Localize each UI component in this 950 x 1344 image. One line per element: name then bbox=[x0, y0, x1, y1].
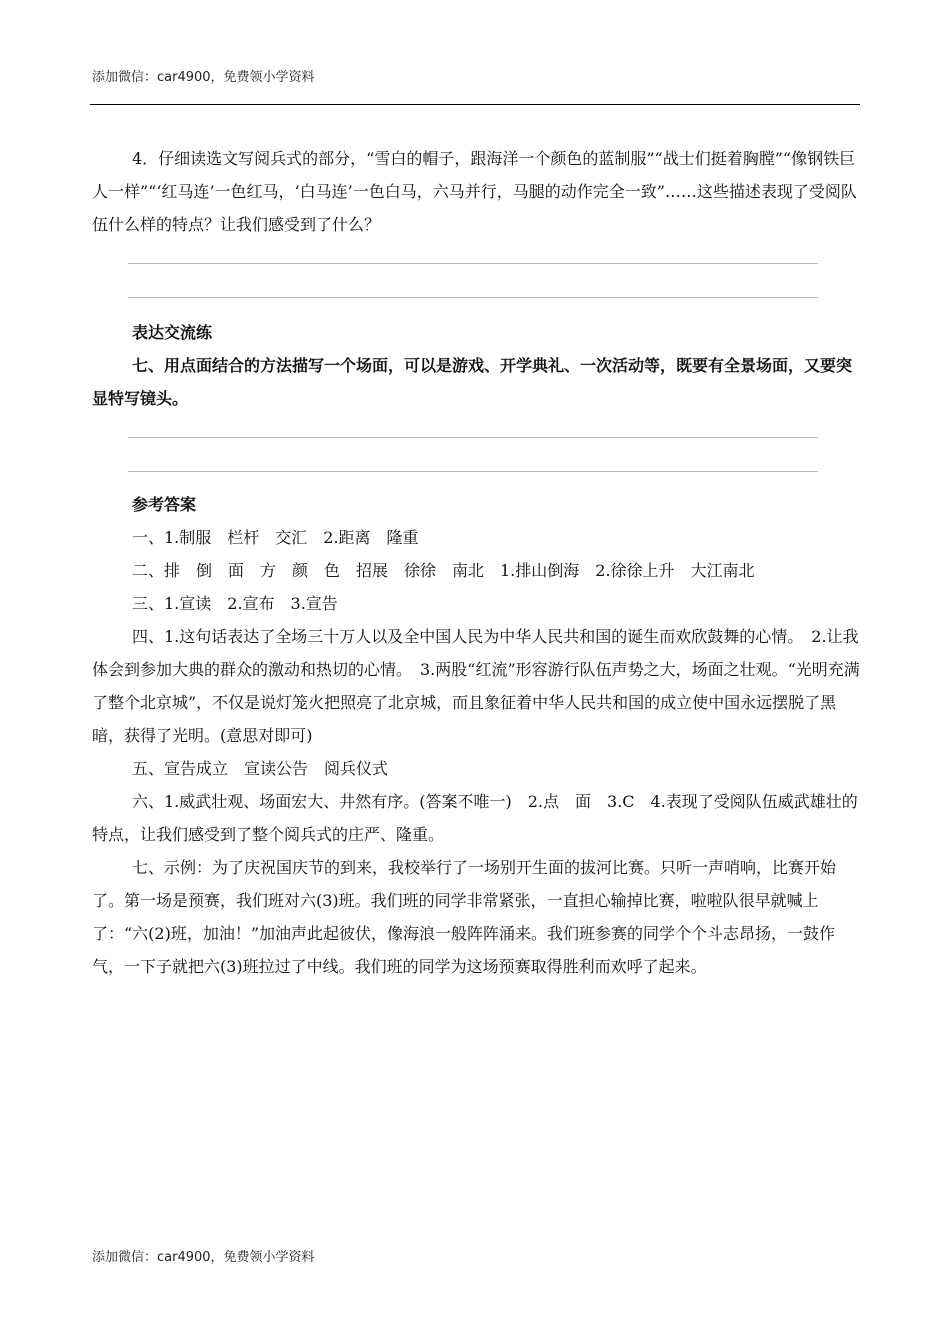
answer-item-4: 四、1.这句话表达了全场三十万人以及全中国人民为中华人民共和国的诞生而欢欣鼓舞的心情。 2.让我体会到参加大典的群众的激动和热切的心情。 3.两股“红流”形容游行队伍声势之大，场面之壮观。“光明充满了整个北京城”，不仅是说灯笼火把照亮了北京城，而且象征着中华人民共和国的成立使中国永远摆脱了黑暗，获得了光明。(意思对即可) bbox=[92, 627, 860, 745]
answer-item-1: 一、1.制服 栏杆 交汇 2.距离 隆重 bbox=[132, 528, 419, 547]
answer-line bbox=[128, 437, 818, 438]
answer-item-7: 七、示例：为了庆祝国庆节的到来，我校举行了一场别开生面的拔河比赛。只听一声哨响，比赛开始了。第一场是预赛，我们班对六(3)班。我们班的同学非常紧张，一直担心输掉比赛，啦啦队很早就喊上了：“六(2)班，加油！”加油声此起彼伏，像海浪一般阵阵涌来。我们班参赛的同学个个斗志昂扬，一鼓作气，一下子就把六(3)班拉过了中线。我们班的同学为这场预赛取得胜利而欢呼了起来。 bbox=[92, 858, 837, 976]
answer-item-6: 六、1.威武壮观、场面宏大、井然有序。(答案不唯一) 2.点 面 3.C 4.表现了受阅队伍威武雄壮的特点，让我们感受到了整个阅兵式的庄严、隆重。 bbox=[92, 792, 858, 844]
answer-line bbox=[128, 297, 818, 298]
page-content bbox=[92, 142, 864, 983]
answer-line bbox=[128, 263, 818, 264]
header-divider bbox=[90, 104, 860, 105]
writing-prompt: 七、用点面结合的方法描写一个场面，可以是游戏、开学典礼、一次活动等，既要有全景场面，又要突显特写镜头。 bbox=[92, 356, 853, 408]
page-footer: 添加微信：car4900，免费领小学资料 bbox=[92, 1250, 315, 1265]
answer-line bbox=[128, 471, 818, 472]
answers-heading: 参考答案 bbox=[132, 495, 197, 514]
answer-item-5: 五、宣告成立 宣读公告 阅兵仪式 bbox=[132, 759, 389, 778]
question-4: 4．仔细读选文写阅兵式的部分，“雪白的帽子，跟海洋一个颜色的蓝制服”“战士们挺着胸膛”“像钢铁巨人一样”“‘红马连’一色红马，‘白马连’一色白马，六马并行，马腿的动作完全一致”……这些描述表现了受阅队伍什么样的特点？让我们感受到了什么？ bbox=[92, 149, 857, 234]
answer-item-2: 二、排 倒 面 方 颜 色 招展 徐徐 南北 1.排山倒海 2.徐徐上升 大江南北 bbox=[132, 561, 755, 580]
section-heading-express: 表达交流练 bbox=[132, 323, 213, 342]
answer-item-3: 三、1.宣读 2.宣布 3.宣告 bbox=[132, 594, 338, 613]
page-header: 添加微信：car4900，免费领小学资料 bbox=[92, 70, 315, 85]
